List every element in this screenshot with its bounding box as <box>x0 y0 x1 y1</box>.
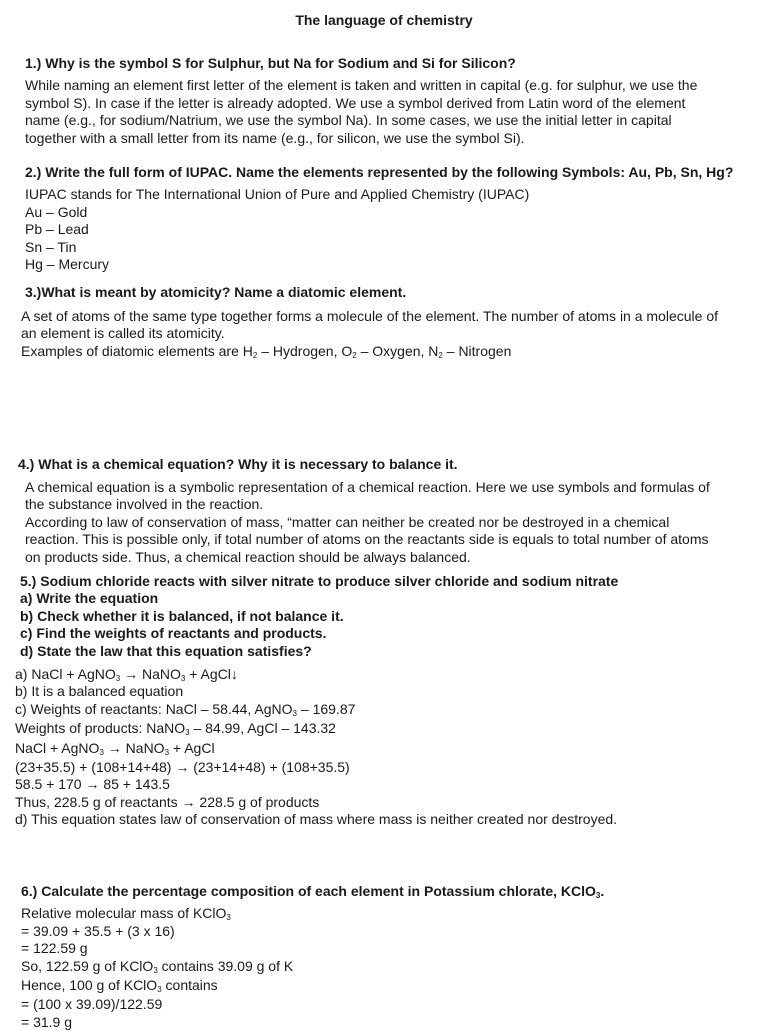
answer-5a: a) NaCl + AgNO$_3$ → NaNO$_3$ + AgCl↓ <box>15 666 238 683</box>
answer-5-block <box>15 666 617 829</box>
answer-3-block <box>21 308 718 360</box>
diatomic-examples: Examples of diatomic elements are $H_2$ – Hydrogen, $O_2$ – Oxygen, $N_2$ – Nitrogen <box>21 342 512 360</box>
answer-4-line: reaction. This is possible only, if total number of atoms on the reactants side is equals to total number of atoms <box>25 531 709 548</box>
answer-6-line: = 31.9 g <box>21 1013 72 1030</box>
answer-1-line: While naming an element first letter of the element is taken and written in capital (e.g. for sulphur, we use the <box>25 77 698 94</box>
answer-6-line: So, 122.59 g of KClO$_3$ contains 39.09 g of K <box>21 957 294 975</box>
answer-6-line: Relative molecular mass of KClO$_3$ <box>21 905 231 923</box>
question-5-block <box>20 573 618 660</box>
question-5-part: a) Write the equation <box>20 590 159 607</box>
answer-4-line: on products side. Thus, a chemical reaction should be always balanced. <box>25 548 471 565</box>
answer-5-line: 58.5 + 170 → 85 + 143.5 <box>15 776 170 793</box>
answer-3-line: an element is called its atomicity. <box>21 325 225 342</box>
answer-3-line: A set of atoms of the same type together forms a molecule of the element. The number of atoms in a molecule of <box>21 308 718 324</box>
answer-6-line: = (100 x 39.09)/122.59 <box>21 996 163 1013</box>
question-1: 1.) Why is the symbol S for Sulphur, but Na for Sodium and Si for Silicon? <box>25 55 516 71</box>
question-5-part: b) Check whether it is balanced, if not balance it. <box>20 607 344 624</box>
answer-2-line: Sn – Tin <box>25 238 77 255</box>
question-3: 3.)What is meant by atomicity? Name a diatomic element. <box>25 284 407 300</box>
answer-1-line: name (e.g., for sodium/Natrium, we use the symbol Na). In some cases, we use the initial letter in capital <box>25 112 672 129</box>
answer-4-line: the substance involved in the reaction. <box>25 496 264 513</box>
question-4-block <box>18 456 458 473</box>
answer-5b: b) It is a balanced equation <box>15 683 184 700</box>
page-title: The language of chemistry <box>295 12 473 28</box>
answer-5-equation: NaCl + AgNO$_3$ → NaNO$_3$ + AgCl <box>15 739 215 757</box>
answer-6-line: = 39.09 + 35.5 + (3 x 16) <box>21 922 175 939</box>
question-6: 6.) Calculate the percentage composition of each element in Potassium chlorate, KClO$_3$. <box>21 883 605 900</box>
question-3-block <box>25 284 406 301</box>
answer-2-line: Au – Gold <box>25 203 88 220</box>
answer-6-line: Hence, 100 g of KClO$_3$ contains <box>21 977 218 995</box>
answer-2-line: Pb – Lead <box>25 221 89 238</box>
answer-5d: d) This equation states law of conservation of mass where mass is neither created nor destroyed. <box>15 811 618 828</box>
question-1-block <box>25 55 697 147</box>
answer-1-line: symbol S). In case if the letter is already adopted. We use a symbol derived from Latin word of the element <box>25 94 686 111</box>
question-2: 2.) Write the full form of IUPAC. Name the elements represented by the following Symbols: Au, Pb, Sn, Hg? <box>25 164 734 180</box>
answer-4-line: According to law of conservation of mass, “matter can neither be created nor be destroyed in a chemical <box>25 513 670 530</box>
answer-2-line: IUPAC stands for The International Union of Pure and Applied Chemistry (IUPAC) <box>25 186 530 203</box>
answer-5c-products: Weights of products: NaNO$_3$ – 84.99, AgCl – 143.32 <box>15 720 336 738</box>
answer-5-line: Thus, 228.5 g of reactants → 228.5 g of products <box>15 793 320 810</box>
answer-5-line: (23+35.5) + (108+14+48) → (23+14+48) + (108+35.5) <box>15 759 350 776</box>
answer-1-line: together with a small letter from its name (e.g., for silicon, we use the symbol Si). <box>25 129 525 146</box>
question-5-part: c) Find the weights of reactants and products. <box>20 625 327 642</box>
question-2-block <box>25 164 733 273</box>
question-5: 5.) Sodium chloride reacts with silver nitrate to produce silver chloride and sodium nitrate <box>20 573 619 589</box>
answer-2-line: Hg – Mercury <box>25 256 110 273</box>
question-4: 4.) What is a chemical equation? Why it is necessary to balance it. <box>18 456 458 472</box>
question-5-part: d) State the law that this equation satisfies? <box>20 642 312 659</box>
answer-5c-reactants: c) Weights of reactants: NaCl – 58.44, AgNO$_3$ – 169.87 <box>15 700 356 718</box>
answer-6-line: = 122.59 g <box>21 940 88 957</box>
answer-4-block <box>25 479 710 566</box>
answer-4-line: A chemical equation is a symbolic representation of a chemical reaction. Here we use symbols and formulas of <box>25 479 710 495</box>
question-6-block <box>21 883 604 1031</box>
